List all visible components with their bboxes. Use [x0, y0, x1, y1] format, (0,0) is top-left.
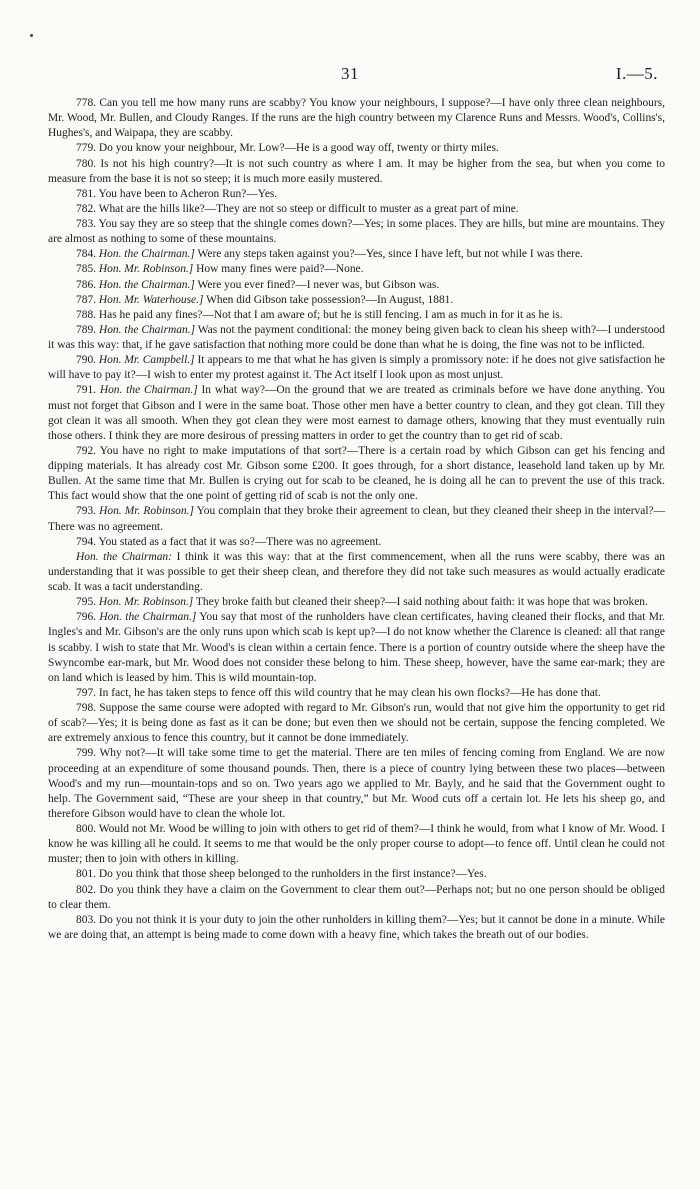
question-number: 780.	[76, 157, 97, 170]
paragraph-text: I think it was this way: that at the first commencement, when all the runs were scabby, there was an understanding that it was possible to get their sheep clean, and therefore they did not take such measures as would actually eradicate scab. It was a tacit understanding.	[48, 550, 666, 593]
question-paragraph	[48, 323, 665, 353]
question-number: 803.	[76, 913, 97, 926]
question-paragraph	[48, 550, 665, 595]
question-paragraph	[48, 444, 665, 505]
question-paragraph	[48, 247, 665, 262]
question-paragraph	[48, 913, 665, 943]
question-number: 791.	[76, 384, 97, 397]
paragraph-text: You say that most of the runholders have clean certificates, having cleaned their flocks, and that Mr. Ingles's and Mr. Gibson's are the only runs upon which scab is kept up?—I do not know whether the Clarence is cleaned: all that range is scabby. I wish to state that Mr. Wood's is clean within a certain fence. There is a portion of country outside where the sheep have the Swyncombe ear-mark, but Mr. Wood does not consider these belong to him. These sheep, however, have the same ear-mark; they are on land which is leased by him. This is wild mountain-top.	[48, 611, 666, 684]
question-paragraph	[48, 278, 665, 293]
question-number: 781.	[76, 187, 97, 200]
question-number: 788.	[76, 308, 97, 321]
paragraph-text: Do you think they have a claim on the Government to clear them out?—Perhaps not; but no one person should be obliged to clear them.	[48, 883, 666, 911]
question-number: 790.	[76, 354, 97, 367]
question-paragraph	[48, 262, 665, 277]
speaker-name: Hon. the Chairman.]	[98, 248, 195, 261]
document-reference: I.—5.	[615, 64, 658, 83]
paragraph-text: You stated as a fact that it was so?—There was no agreement.	[98, 535, 382, 548]
paragraph-text: Do you think that those sheep belonged to the runholders in the first instance?—Yes.	[98, 868, 487, 881]
question-number: 785.	[76, 263, 97, 276]
paragraph-text: Do you know your neighbour, Mr. Low?—He is a good way off, twenty or thirty miles.	[98, 142, 499, 155]
question-paragraph	[48, 383, 665, 444]
paragraph-text: Were you ever fined?—I never was, but Gibson was.	[197, 278, 440, 291]
question-paragraph	[48, 686, 665, 701]
question-number: 795.	[76, 596, 97, 609]
question-paragraph	[48, 746, 665, 822]
paragraph-text: Was not the payment conditional: the money being given back to clean his sheep with?—I understood it was this way: that, if he gave satisfaction that nothing more could be done than what he is doing, the fine was not to be inflicted.	[48, 323, 666, 351]
paragraph-text: In fact, he has taken steps to fence off this wild country that he may clean his own flocks?—He has done that.	[98, 686, 601, 699]
paragraph-text: When did Gibson take possession?—In August, 1881.	[206, 293, 454, 306]
question-number: 779.	[76, 142, 97, 155]
question-number: 787.	[76, 293, 97, 306]
speaker-name: Hon. the Chairman.]	[99, 611, 197, 624]
paragraph-text: It appears to me that what he has given is simply a promissory note: if he does not give satisfaction he will have to pay it?—I wish to enter my protest against it. The Act itself I look upon as most unjust.	[48, 354, 665, 382]
question-paragraph	[48, 353, 665, 383]
page-number: 31	[341, 64, 359, 83]
question-number: 789.	[76, 323, 97, 336]
speaker-name: Hon. the Chairman.]	[98, 278, 195, 291]
question-number: 800.	[76, 823, 97, 835]
question-paragraph	[48, 867, 665, 882]
question-paragraph	[48, 157, 665, 187]
paragraph-text: Do you not think it is your duty to join the other runholders in killing them?—Yes; but it cannot be done in a minute. While we are doing that, an attempt is being made to come down with a heavy fine, which takes the breath out of our bodies.	[48, 913, 665, 941]
question-number: 797.	[76, 686, 97, 699]
question-number: 799.	[76, 747, 97, 760]
speaker-name: Hon. Mr. Robinson.]	[98, 596, 194, 609]
paragraph-text: Were any steps taken against you?—Yes, since I have left, but not while I was there.	[197, 248, 583, 261]
question-paragraph	[48, 202, 665, 217]
paragraph-text: Suppose the same course were adopted with regard to Mr. Gibson's run, would that not give him the opportunity to get rid of scab?—Yes; it is being done as fast as it can be done; but even then we should not be certain, suppose the fencing completed. We are extremely anxious to fence this country, but it cannot be done immediately.	[48, 702, 665, 745]
question-number: 786.	[76, 278, 97, 291]
question-paragraph	[48, 535, 665, 550]
question-number: 801.	[76, 868, 97, 881]
question-paragraph	[48, 293, 665, 308]
question-number: 792.	[76, 444, 97, 457]
question-number: 783.	[76, 218, 97, 230]
question-paragraph	[48, 883, 665, 913]
question-paragraph	[48, 822, 665, 867]
testimony-body	[48, 96, 665, 943]
speaker-name: Hon. Mr. Campbell.]	[98, 354, 195, 367]
speaker-name: Hon. the Chairman.]	[98, 323, 196, 336]
question-paragraph	[48, 141, 665, 156]
paragraph-text: Has he paid any fines?—Not that I am aware of; but he is still fencing. I am as much in for it as he is.	[98, 308, 563, 321]
paragraph-text: What are the hills like?—They are not so steep or difficult to muster as a great part of mine.	[98, 202, 519, 215]
paragraph-text: You say they are so steep that the shingle comes down?—Yes; in some places. They are hills, but mine are mountains. They are almost as nothing to some of these mountains.	[48, 218, 665, 246]
question-paragraph	[48, 504, 665, 534]
question-paragraph	[48, 96, 665, 141]
question-paragraph	[48, 610, 665, 686]
paragraph-text: Would not Mr. Wood be willing to join with others to get rid of them?—I think he would, from what I know of Mr. Wood. I know he was killing all he could. It seems to me that would be the only proper course to adopt—to fence off. Until clean he could not muster; then to join with others in killing.	[48, 823, 666, 866]
paragraph-text: How many fines were paid?—None.	[196, 263, 364, 276]
question-paragraph	[48, 217, 665, 247]
paragraph-text: Why not?—It will take some time to get the material. There are ten miles of fencing coming from England. We are now proceeding at an expenditure of some thousand pounds. Then, there is a piece of country lying between these two places—between Wood's and my run—mountain-tops and so on. Two years ago we applied to Mr. Bayly, and he said that the Government ought to help. The Government said, “These are your sheep in that country,” but Mr. Wood cuts off a certain lot. He lets his sheep go, and therefore Gibson would have to clean the whole lot.	[48, 747, 665, 820]
speaker-name: Hon. Mr. Waterhouse.]	[98, 293, 204, 306]
scan-speck	[30, 34, 33, 37]
question-paragraph	[48, 595, 665, 610]
question-paragraph	[48, 187, 665, 202]
question-number: 778.	[76, 97, 97, 109]
paragraph-text: In what way?—On the ground that we are treated as criminals before we have done anything. You must not forget that Gibson and I were in the same boat. Those other men have a better country to clean, and they got clean. Till they got clean it was all smooth. When they got clean they were most earnest to damage others, knowing that they must eventually ruin those others. I think they are more desirous of pressing matters in order to get the country than to get rid of scab.	[48, 384, 666, 442]
question-number: 798.	[76, 702, 97, 714]
question-paragraph	[48, 701, 665, 746]
paragraph-text: Can you tell me how many runs are scabby? You know your neighbours, I suppose?—I have only three clean neighbours, Mr. Wood, Mr. Bullen, and Cloudy Ranges. If the runs are the high country between my Clarence Runs and Messrs. Wood's, Collins's, Hughes's, and Waipapa, they are scabby.	[48, 97, 665, 140]
paragraph-text: You have no right to make imputations of that sort?—There is a certain road by which Gibson can get his fencing and dipping materials. It has already cost Mr. Gibson some £200. It goes through, for a short distance, leasehold land taken up by Mr. Bullen. At the same time that Mr. Bullen is crying out for scab to be cleaned, he is doing all he can to prevent the use of this track. This fact would show that the one point of getting rid of scab is not the only one.	[48, 444, 666, 503]
paragraph-text: Is not his high country?—It is not such country as where I am. It may be higher from the sea, but when you come to measure from the base it is not so steep; it is much more easily mustered.	[48, 157, 666, 185]
speaker-name: Hon. Mr. Robinson.]	[98, 263, 194, 276]
speaker-name: Hon. Mr. Robinson.]	[99, 505, 194, 518]
question-number: 794.	[76, 535, 97, 548]
question-number: 784.	[76, 248, 97, 261]
question-number: 802.	[76, 883, 97, 896]
question-number: 796.	[76, 611, 97, 624]
speaker-name: Hon. the Chairman:	[76, 550, 172, 563]
paragraph-text: You complain that they broke their agreement to clean, but they cleaned their sheep in the interval?—There was no agreement.	[48, 505, 666, 533]
question-number: 793.	[76, 505, 97, 518]
question-number: 782.	[76, 202, 97, 215]
speaker-name: Hon. the Chairman.]	[99, 384, 198, 397]
paragraph-text: You have been to Acheron Run?—Yes.	[98, 187, 278, 200]
question-paragraph	[48, 308, 665, 323]
paragraph-text: They broke faith but cleaned their sheep?—I said nothing about faith: it was hope that was broken.	[195, 596, 648, 609]
